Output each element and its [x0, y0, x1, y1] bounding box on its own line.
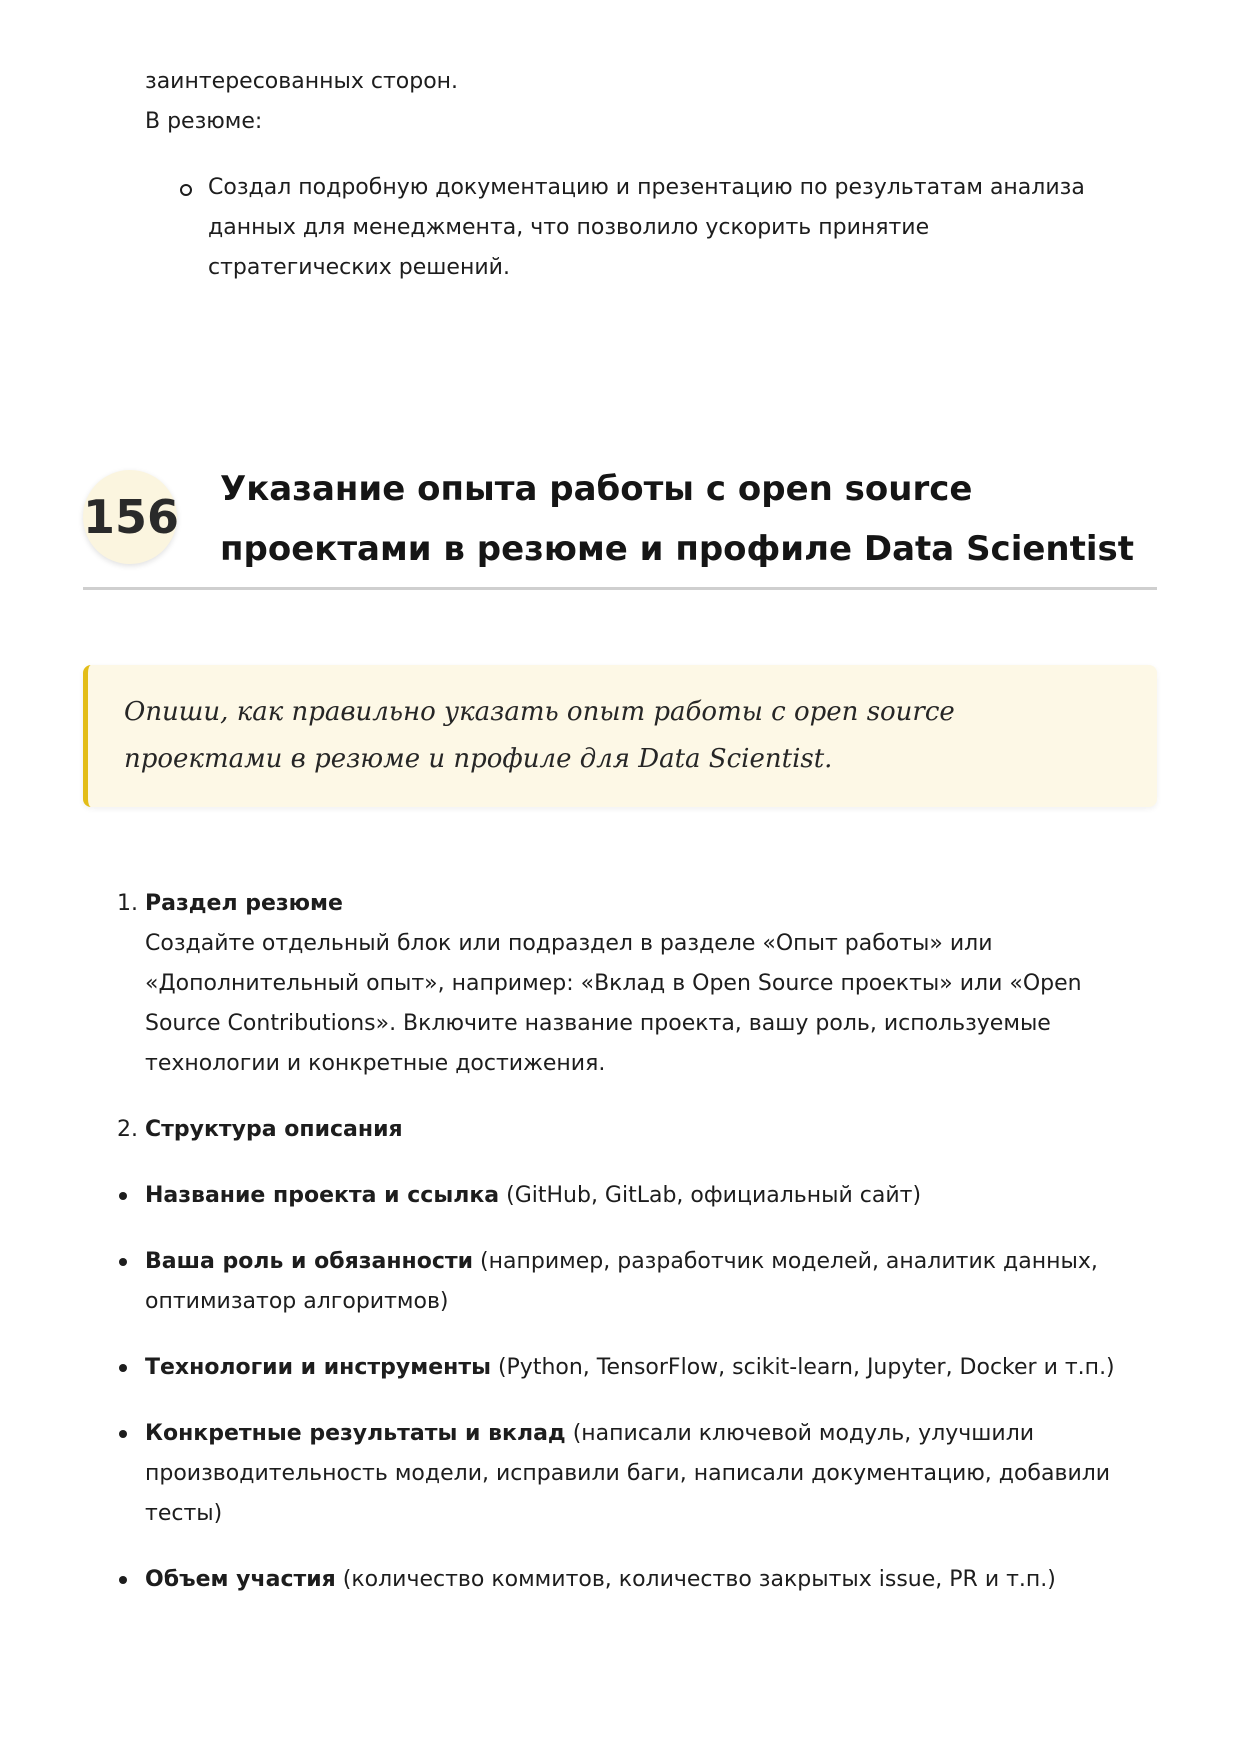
bullet-text: (GitHub, GitLab, официальный сайт) [499, 1183, 922, 1208]
prompt-text: Опиши, как правильно указать опыт работы с open source проектами в резюме и профиле для Data Scientist. [124, 697, 955, 774]
previous-section-tail [145, 62, 1145, 288]
structure-bullet-list [145, 1176, 1155, 1600]
item-title: Раздел резюме [145, 891, 343, 916]
bullet-text: (например, разработчик моделей, аналитик данных, оптимизатор алгоритмов) [145, 1249, 1098, 1314]
numbered-item [117, 1110, 1155, 1150]
item-number: 2. [117, 1117, 138, 1142]
bullet-item [145, 1348, 1145, 1388]
section-title: Указание опыта работы с open source проектами в резюме и профиле Data Scientist [220, 469, 1135, 569]
continuation-text: заинтересованных сторон. [145, 69, 459, 94]
bullet-heading: Объем участия [145, 1567, 336, 1592]
bullet-text: (написали ключевой модуль, улучшили производительность модели, исправили баги, написали документацию, добавили тесты) [145, 1421, 1111, 1526]
bullet-heading: Конкретные результаты и вклад [145, 1421, 566, 1446]
item-text: Создайте отдельный блок или подраздел в разделе «Опыт работы» или «Дополнительный опыт», например: «Вклад в Open Source проекты» или «Open Source Contributions». Включите название проекта, вашу роль, используемые технологии и конкретные достижения. [145, 931, 1082, 1076]
summary-label: В резюме: [145, 109, 263, 134]
bullet-item [145, 1414, 1145, 1534]
bullet-heading: Ваша роль и обязанности [145, 1249, 474, 1274]
bullet-item [145, 1176, 1145, 1216]
answer-content [117, 884, 1155, 1626]
summary-list [145, 168, 1145, 288]
bullet-heading: Технологии и инструменты [145, 1355, 491, 1380]
bullet-text: (количество коммитов, количество закрытых issue, PR и т.п.) [335, 1567, 1056, 1592]
section-number-badge: 156 [83, 470, 177, 564]
item-title: Структура описания [145, 1117, 403, 1142]
bullet-item [145, 1560, 1145, 1600]
prompt-callout [83, 665, 1157, 807]
section-header [83, 455, 1157, 590]
summary-list-item: Создал подробную документацию и презентацию по результатам анализа данных для менеджмента, что позволило ускорить принятие стратегических решений. [208, 168, 1088, 288]
item-number: 1. [117, 891, 138, 916]
numbered-item [117, 884, 1155, 1084]
bullet-text: (Python, TensorFlow, scikit-learn, Jupyter, Docker и т.п.) [490, 1355, 1115, 1380]
bullet-heading: Название проекта и ссылка [145, 1183, 500, 1208]
bullet-item [145, 1242, 1145, 1322]
